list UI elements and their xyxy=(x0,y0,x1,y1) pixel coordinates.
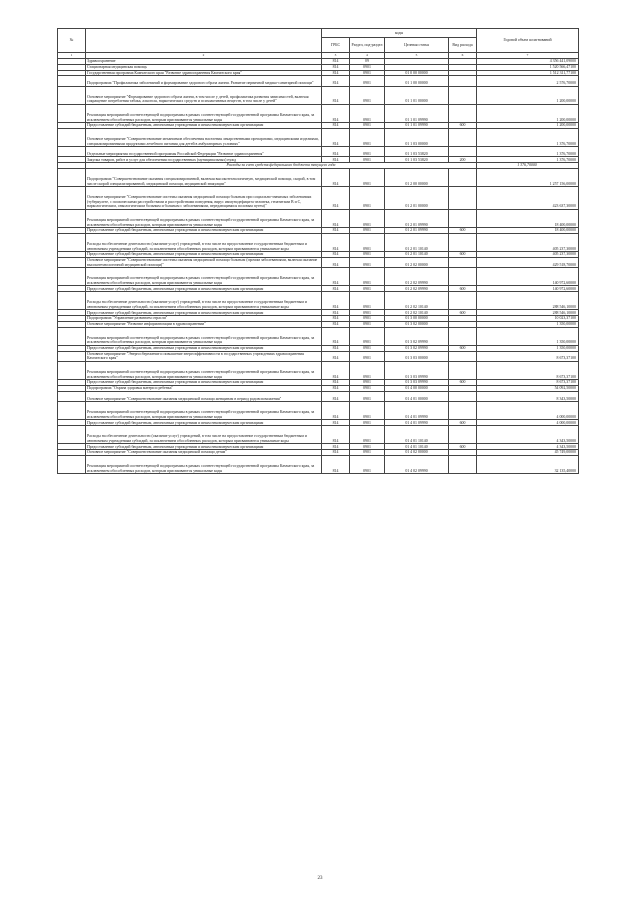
table-row xyxy=(58,402,579,420)
grbs-cell: 814 xyxy=(322,420,350,426)
razdel-cell: 0901 xyxy=(350,450,385,456)
target-article-cell: 01 2 01 09990 xyxy=(385,209,449,227)
expense-type-cell xyxy=(449,327,477,345)
grbs-cell: 814 xyxy=(322,345,350,351)
grbs-cell: 814 xyxy=(322,64,350,70)
table-row xyxy=(58,187,579,210)
target-article-cell: 01 1 01 09990 xyxy=(385,123,449,129)
grbs-cell: 814 xyxy=(322,268,350,286)
razdel-cell: 0901 xyxy=(350,391,385,401)
razdel-cell: 0901 xyxy=(350,310,385,316)
expense-type-cell xyxy=(449,187,477,210)
name-cell: Основное мероприятие "Совершенствование оказания медицинской помощи детям" xyxy=(86,450,322,456)
table-row xyxy=(58,168,579,186)
grbs-cell: 814 xyxy=(322,228,350,234)
name-cell: Подпрограмма "Профилактика заболеваний и формирование здорового образа жизни. Развитие первичной медико-санитарной помощи" xyxy=(86,76,322,86)
grbs-cell: 814 xyxy=(322,321,350,327)
row-number-cell xyxy=(58,292,86,310)
name-cell: Реализация мероприятий соответствующей подпрограммы в рамках соответствующей государственной программы Камчатского края, за исключением обособленных расходов, которым присваиваются уникальные коды xyxy=(86,362,322,380)
expense-type-cell: 600 xyxy=(449,310,477,316)
razdel-cell: 0901 xyxy=(350,444,385,450)
expense-type-cell xyxy=(449,76,477,86)
expense-type-cell xyxy=(449,147,477,157)
amount-cell: 8 673,37100 xyxy=(477,362,579,380)
grbs-cell: 814 xyxy=(322,426,350,444)
expense-type-cell xyxy=(449,128,477,146)
amount-cell: 288 546,10000 xyxy=(477,310,579,316)
razdel-cell: 0901 xyxy=(350,268,385,286)
razdel-cell: 0901 xyxy=(350,362,385,380)
target-article-cell: 01 2 01 09990 xyxy=(385,228,449,234)
table-row xyxy=(58,104,579,122)
name-cell: Здравоохранение xyxy=(86,59,322,65)
grbs-cell: 814 xyxy=(322,380,350,386)
table-row xyxy=(58,209,579,227)
razdel-cell: 0901 xyxy=(350,426,385,444)
column-index: 6 xyxy=(449,53,477,59)
expense-type-cell: 600 xyxy=(449,420,477,426)
amount-cell: 1 376,70000 xyxy=(477,163,579,169)
grbs-cell: 814 xyxy=(322,123,350,129)
row-number-cell xyxy=(58,351,86,361)
table-row xyxy=(58,391,579,401)
target-article-cell: 01 1 00 00000 xyxy=(385,76,449,86)
name-cell: Предоставление субсидий бюджетным, автономным учреждениям и иным некоммерческим организациям xyxy=(86,380,322,386)
row-number-cell xyxy=(58,391,86,401)
target-article-cell: 01 2 00 00000 xyxy=(385,168,449,186)
razdel-cell: 0901 xyxy=(350,228,385,234)
row-number-cell xyxy=(58,209,86,227)
name-cell: Отдельные мероприятия государственной программы Российской Федерации "Развитие здравоохранения" xyxy=(86,147,322,157)
table-row xyxy=(58,76,579,86)
grbs-cell: 814 xyxy=(322,386,350,392)
target-article-cell: 01 4 02 09990 xyxy=(385,455,449,473)
razdel-cell: 0901 xyxy=(350,420,385,426)
razdel-cell: 0901 xyxy=(350,402,385,420)
name-cell: Предоставление субсидий бюджетным, автономным учреждениям и иным некоммерческим организациям xyxy=(86,345,322,351)
table-row xyxy=(58,147,579,157)
grbs-cell: 814 xyxy=(322,168,350,186)
row-number-cell xyxy=(58,402,86,420)
table-row xyxy=(58,327,579,345)
expense-type-cell: 600 xyxy=(449,345,477,351)
grbs-cell: 814 xyxy=(322,187,350,210)
amount-cell: 2 576,70000 xyxy=(477,76,579,86)
column-index: 5 xyxy=(385,53,449,59)
header-target-article: Целевая статья xyxy=(385,38,449,53)
target-article-cell: 01 3 02 09990 xyxy=(385,345,449,351)
amount-cell: 8 343,50000 xyxy=(477,391,579,401)
amount-cell: 4 356 441,09000 xyxy=(477,59,579,65)
row-number-cell xyxy=(58,233,86,251)
amount-cell: 18 400,00000 xyxy=(477,209,579,227)
header-amount: Годовой объем ассигнований xyxy=(477,29,579,53)
row-number-cell xyxy=(58,426,86,444)
name-cell: Расходы на обеспечение деятельности (оказание услуг) учреждений, в том числе на предоставление государственным бюджетным и автономным учреждениям субсидий, за исключением обособленных расходов, которым присваиваются уникальные коды xyxy=(86,233,322,251)
razdel-cell: 0901 xyxy=(350,257,385,267)
amount-cell: 1 257 156,00000 xyxy=(477,168,579,186)
name-cell: Реализация мероприятий соответствующей подпрограммы в рамках соответствующей государственной программы Камчатского края, за исключением обособленных расходов, которым присваиваются уникальные коды xyxy=(86,402,322,420)
amount-cell: 1 376,70000 xyxy=(477,147,579,157)
name-cell: Подпрограмма "Управление развитием отрасли" xyxy=(86,316,322,322)
amount-cell: 288 546,10000 xyxy=(477,292,579,310)
grbs-cell: 814 xyxy=(322,362,350,380)
row-number-cell xyxy=(58,76,86,86)
name-cell: Предоставление субсидий бюджетным, автономным учреждениям и иным некоммерческим организациям xyxy=(86,420,322,426)
row-number-cell xyxy=(58,257,86,267)
expense-type-cell xyxy=(449,426,477,444)
target-article-cell: 01 3 00 00000 xyxy=(385,316,449,322)
target-article-cell: 01 4 02 00000 xyxy=(385,450,449,456)
target-article-cell: 01 1 01 09990 xyxy=(385,104,449,122)
target-article-cell: 01 3 03 09990 xyxy=(385,380,449,386)
razdel-cell: 0901 xyxy=(350,70,385,76)
row-number-cell xyxy=(58,455,86,473)
target-article-cell: 01 2 01 10140 xyxy=(385,233,449,251)
target-article-cell: 01 1 01 00000 xyxy=(385,86,449,104)
amount-cell: 405 237,30000 xyxy=(477,233,579,251)
table-row xyxy=(58,292,579,310)
name-cell: Подпрограмма "Охрана здоровья матери и ребенка" xyxy=(86,386,322,392)
razdel-cell: 0901 xyxy=(350,123,385,129)
razdel-cell: 0901 xyxy=(350,147,385,157)
target-article-cell: 01 4 01 10140 xyxy=(385,444,449,450)
table-row xyxy=(58,86,579,104)
expense-type-cell xyxy=(449,362,477,380)
amount-cell: 1 200,00000 xyxy=(477,104,579,122)
table-row xyxy=(58,268,579,286)
name-cell: Предоставление субсидий бюджетным, автономным учреждениям и иным некоммерческим организациям xyxy=(86,444,322,450)
grbs-cell: 814 xyxy=(322,444,350,450)
name-cell: Подпрограмма "Совершенствование оказания специализированной, включая высокотехнологичную, медицинской помощи, скорой, в том числе скорой специализированной, медицинской помощи, медицинской эвакуации" xyxy=(86,168,322,186)
razdel-cell: 0901 xyxy=(350,380,385,386)
amount-cell: 1 520 566,47100 xyxy=(477,64,579,70)
table-row xyxy=(58,233,579,251)
table-row xyxy=(58,426,579,444)
razdel-cell: 0901 xyxy=(350,292,385,310)
amount-cell: 1 350,00000 xyxy=(477,327,579,345)
table-row xyxy=(58,362,579,380)
name-cell: Реализация мероприятий соответствующей подпрограммы в рамках соответствующей государственной программы Камчатского края, за исключением обособленных расходов, которым присваиваются уникальные коды xyxy=(86,455,322,473)
target-article-cell: 01 4 01 00000 xyxy=(385,391,449,401)
razdel-cell: 0901 xyxy=(350,128,385,146)
target-article-cell: 01 2 01 10140 xyxy=(385,252,449,258)
grbs-cell: 814 xyxy=(322,128,350,146)
expense-type-cell xyxy=(449,402,477,420)
amount-cell: 18 400,00000 xyxy=(477,228,579,234)
grbs-cell: 814 xyxy=(322,455,350,473)
name-cell: Реализация мероприятий соответствующей подпрограммы в рамках соответствующей государственной программы Камчатского края, за исключением обособленных расходов, которым присваиваются уникальные коды xyxy=(86,209,322,227)
amount-cell: 45 749,00000 xyxy=(477,450,579,456)
grbs-cell: 814 xyxy=(322,157,350,163)
federal-budget-note: Расходы за счет средств федерального бюджета текущего года xyxy=(86,163,477,169)
name-cell: Предоставление субсидий бюджетным, автономным учреждениям и иным некоммерческим организациям xyxy=(86,252,322,258)
row-number-cell xyxy=(58,128,86,146)
razdel-cell: 0901 xyxy=(350,104,385,122)
razdel-cell: 0901 xyxy=(350,168,385,186)
grbs-cell: 814 xyxy=(322,147,350,157)
name-cell: Стационарная медицинская помощь xyxy=(86,64,322,70)
grbs-cell: 814 xyxy=(322,310,350,316)
budget-table xyxy=(57,28,579,474)
name-cell: Предоставление субсидий бюджетным, автономным учреждениям и иным некоммерческим организациям xyxy=(86,286,322,292)
header-name-blank xyxy=(86,29,322,53)
expense-type-cell: 600 xyxy=(449,123,477,129)
target-article-cell: 01 1 03 53820 xyxy=(385,157,449,163)
razdel-cell: 0901 xyxy=(350,76,385,86)
grbs-cell: 814 xyxy=(322,391,350,401)
razdel-cell: 0901 xyxy=(350,316,385,322)
name-cell: Основное мероприятие "Энергосбережение и повышение энергоэффективности в государственных учреждениях здравоохранения Камчатского края" xyxy=(86,351,322,361)
grbs-cell: 814 xyxy=(322,402,350,420)
expense-type-cell xyxy=(449,391,477,401)
name-cell: Расходы на обеспечение деятельности (оказание услуг) учреждений, в том числе на предоставление государственным бюджетным и автономным учреждениям субсидий, за исключением обособленных расходов, которым присваиваются уникальные коды xyxy=(86,292,322,310)
column-index: 1 xyxy=(58,53,86,59)
amount-cell: 4 000,00000 xyxy=(477,420,579,426)
target-article-cell: 01 3 03 09990 xyxy=(385,362,449,380)
razdel-cell: 0901 xyxy=(350,286,385,292)
row-number-cell xyxy=(58,268,86,286)
column-index: 3 xyxy=(322,53,350,59)
grbs-cell: 814 xyxy=(322,316,350,322)
header-expense-type: Вид расхода xyxy=(449,38,477,53)
amount-cell: 405 237,30000 xyxy=(477,252,579,258)
amount-cell: 1 512 311,77100 xyxy=(477,70,579,76)
table-row xyxy=(58,351,579,361)
row-number-cell xyxy=(58,362,86,380)
expense-type-cell: 600 xyxy=(449,444,477,450)
row-number-cell xyxy=(58,187,86,210)
expense-type-cell: 600 xyxy=(449,228,477,234)
amount-cell: 429 518,70000 xyxy=(477,257,579,267)
table-row xyxy=(58,128,579,146)
target-article-cell: 01 2 02 09990 xyxy=(385,286,449,292)
target-article-cell: 01 2 02 09990 xyxy=(385,268,449,286)
razdel-cell: 0901 xyxy=(350,351,385,361)
expense-type-cell: 600 xyxy=(449,286,477,292)
razdel-cell: 0901 xyxy=(350,209,385,227)
column-index: 7 xyxy=(477,53,579,59)
column-index: 2 xyxy=(86,53,322,59)
name-cell: Основное мероприятие "Совершенствование механизмов обеспечения населения лекарственными препаратами, медицинскими изделиями, специализированными продуктами лечебного питания для детей в амбулаторных условиях" xyxy=(86,128,322,146)
name-cell: Предоставление субсидий бюджетным, автономным учреждениям и иным некоммерческим организациям xyxy=(86,228,322,234)
expense-type-cell xyxy=(449,86,477,104)
amount-cell: 1 350,00000 xyxy=(477,345,579,351)
razdel-cell: 0901 xyxy=(350,64,385,70)
expense-type-cell xyxy=(449,268,477,286)
target-article-cell: 01 4 00 00000 xyxy=(385,386,449,392)
name-cell: Реализация мероприятий соответствующей подпрограммы в рамках соответствующей государственной программы Камчатского края, за исключением обособленных расходов, которым присваиваются уникальные коды xyxy=(86,104,322,122)
expense-type-cell xyxy=(449,209,477,227)
razdel-cell: 0901 xyxy=(350,252,385,258)
target-article-cell: 01 2 02 10140 xyxy=(385,310,449,316)
amount-cell: 8 673,37100 xyxy=(477,351,579,361)
amount-cell: 1 376,70000 xyxy=(477,128,579,146)
name-cell: Основное мероприятие "Развитие информатизации в здравоохранении" xyxy=(86,321,322,327)
row-number-cell xyxy=(58,168,86,186)
target-article-cell: 01 4 01 09990 xyxy=(385,420,449,426)
razdel-cell: 0901 xyxy=(350,86,385,104)
row-number-cell xyxy=(58,86,86,104)
grbs-cell: 814 xyxy=(322,450,350,456)
name-cell: Государственная программа Камчатского края "Развитие здравоохранения Камчатского края" xyxy=(86,70,322,76)
header-codes: коды xyxy=(322,29,477,38)
grbs-cell: 814 xyxy=(322,76,350,86)
expense-type-cell xyxy=(449,351,477,361)
target-article-cell: 01 4 01 10140 xyxy=(385,426,449,444)
expense-type-cell xyxy=(449,292,477,310)
target-article-cell: 01 3 03 00000 xyxy=(385,351,449,361)
target-article-cell: 01 4 01 09990 xyxy=(385,402,449,420)
row-number-cell xyxy=(58,327,86,345)
amount-cell: 140 972,60000 xyxy=(477,286,579,292)
amount-cell: 423 637,30000 xyxy=(477,187,579,210)
razdel-cell: 0901 xyxy=(350,321,385,327)
grbs-cell: 814 xyxy=(322,327,350,345)
name-cell: Реализация мероприятий соответствующей подпрограммы в рамках соответствующей государственной программы Камчатского края, за исключением обособленных расходов, которым присваиваются уникальные коды xyxy=(86,327,322,345)
header-grbs: ГРБС xyxy=(322,38,350,53)
target-article-cell: 01 2 02 10140 xyxy=(385,292,449,310)
amount-cell: 8 673,37100 xyxy=(477,380,579,386)
page-number: 23 xyxy=(317,876,323,881)
grbs-cell: 814 xyxy=(322,257,350,267)
grbs-cell: 814 xyxy=(322,233,350,251)
amount-cell: 10 023,37100 xyxy=(477,316,579,322)
amount-cell: 4 343,50000 xyxy=(477,444,579,450)
razdel-cell: 0901 xyxy=(350,455,385,473)
target-article-cell: 01 2 01 00000 xyxy=(385,187,449,210)
amount-cell: 140 972,60000 xyxy=(477,268,579,286)
expense-type-cell: 600 xyxy=(449,252,477,258)
grbs-cell: 814 xyxy=(322,86,350,104)
name-cell: Предоставление субсидий бюджетным, автономным учреждениям и иным некоммерческим организациям xyxy=(86,310,322,316)
amount-cell: 1 200,00000 xyxy=(477,86,579,104)
budget-rows xyxy=(58,59,579,474)
expense-type-cell xyxy=(449,257,477,267)
grbs-cell: 814 xyxy=(322,209,350,227)
expense-type-cell xyxy=(449,455,477,473)
razdel-cell: 0901 xyxy=(350,386,385,392)
name-cell: Закупка товаров, работ и услуг для обеспечения государственных (муниципальных) нужд xyxy=(86,157,322,163)
name-cell: Основное мероприятие "Совершенствование оказания медицинской помощи женщинам в период родовспоможения" xyxy=(86,391,322,401)
grbs-cell: 814 xyxy=(322,286,350,292)
budget-document xyxy=(57,28,578,474)
grbs-cell: 814 xyxy=(322,252,350,258)
header-razdel: Раздел, под-раздел xyxy=(350,38,385,53)
table-row xyxy=(58,455,579,473)
name-cell: Основное мероприятие "Совершенствование системы оказания медицинской помощи больным (прочим заболеваниями, включая оказание высокотехнологичной медицинской помощи)" xyxy=(86,257,322,267)
expense-type-cell xyxy=(449,104,477,122)
amount-cell: 1 200,00000 xyxy=(477,123,579,129)
column-index: 4 xyxy=(350,53,385,59)
row-number-cell xyxy=(58,147,86,157)
target-article-cell: 01 3 02 09990 xyxy=(385,327,449,345)
name-cell: Расходы на обеспечение деятельности (оказание услуг) учреждений, в том числе на предоставление государственным бюджетным и автономным учреждениям субсидий, за исключением обособленных расходов, которым присваиваются уникальные коды xyxy=(86,426,322,444)
name-cell: Предоставление субсидий бюджетным, автономным учреждениям и иным некоммерческим организациям xyxy=(86,123,322,129)
expense-type-cell: 600 xyxy=(449,380,477,386)
target-article-cell: 01 3 02 00000 xyxy=(385,321,449,327)
target-article-cell: 01 1 03 00000 xyxy=(385,128,449,146)
expense-type-cell xyxy=(449,233,477,251)
razdel-cell: 0901 xyxy=(350,187,385,210)
razdel-cell: 0901 xyxy=(350,233,385,251)
razdel-cell: 0901 xyxy=(350,327,385,345)
grbs-cell: 814 xyxy=(322,70,350,76)
amount-cell: 4 000,00000 xyxy=(477,402,579,420)
name-cell: Основное мероприятие "Формирование здорового образа жизни, в том числе у детей, профилактика развития зависимостей, включая сокращение потребления табака, алкоголя, наркотических средств и психоактивных веществ, в том числе у детей" xyxy=(86,86,322,104)
grbs-cell: 814 xyxy=(322,59,350,65)
target-article-cell: 01 2 02 00000 xyxy=(385,257,449,267)
grbs-cell: 814 xyxy=(322,292,350,310)
amount-cell: 32 135,40000 xyxy=(477,455,579,473)
row-number-cell xyxy=(58,104,86,122)
razdel-cell: 0901 xyxy=(350,157,385,163)
razdel-cell: 0901 xyxy=(350,345,385,351)
grbs-cell: 814 xyxy=(322,104,350,122)
amount-cell: 1 376,70000 xyxy=(477,157,579,163)
name-cell: Реализация мероприятий соответствующей подпрограммы в рамках соответствующей государственной программы Камчатского края, за исключением обособленных расходов, которым присваиваются уникальные коды xyxy=(86,268,322,286)
table-row xyxy=(58,257,579,267)
expense-type-cell: 200 xyxy=(449,157,477,163)
razdel-cell: 09 xyxy=(350,59,385,65)
target-article-cell: 01 0 00 00000 xyxy=(385,70,449,76)
header-number: № xyxy=(58,29,86,53)
amount-cell: 4 343,50000 xyxy=(477,426,579,444)
grbs-cell: 814 xyxy=(322,351,350,361)
target-article-cell: 01 1 03 53820 xyxy=(385,147,449,157)
expense-type-cell xyxy=(449,168,477,186)
amount-cell: 1 350,00000 xyxy=(477,321,579,327)
name-cell: Основное мероприятие "Совершенствование системы оказания медицинской помощи больным при социально-значимых заболеваниях (туберкулезе, с психическими расстройствами и расстройствами поведения, вирус иммунодефицита человека, гепатитами В и С, наркологическим, онкологическим больным и больным с заболеваниями, передающимися половым путем)" xyxy=(86,187,322,210)
amount-cell: 54 092,50000 xyxy=(477,386,579,392)
